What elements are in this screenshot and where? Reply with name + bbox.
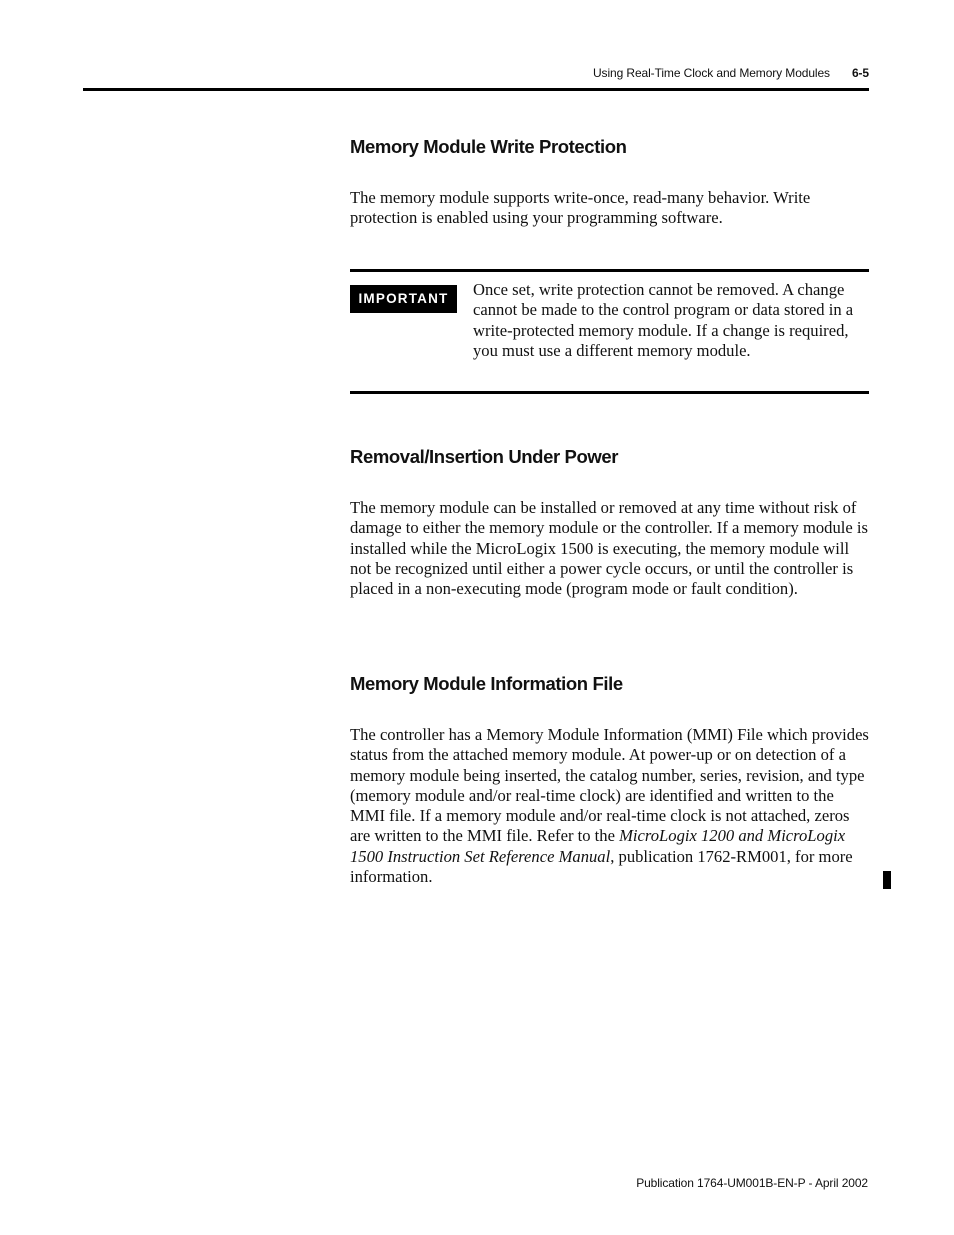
change-bar [883,871,891,889]
paragraph-text-start: The controller has a Memory Module Information (MMI) File which provides status from the attached memory module. At power-up or on detection of a memory module being inserted, the catalog number, series, revision, and type (memory module and/or real-time clock) are identified and written to the MMI file. If a memory module and/or real-time clock is not attached, zeros are written to the MMI file. Refer to the [350,725,869,846]
section-heading-information-file: Memory Module Information File [350,673,623,694]
section-paragraph-information-file [350,725,869,887]
section-heading-write-protection: Memory Module Write Protection [350,136,627,157]
publication-footer: Publication 1764-UM001B-EN-P - April 2002 [636,1176,868,1190]
running-header [593,66,869,80]
reference-manual-title: MicroLogix 1200 and MicroLogix 1500 Instruction Set Reference Manual [350,826,846,866]
chapter-title: Using Real-Time Clock and Memory Modules [592,66,830,80]
important-text: Once set, write protection cannot be removed. A change cannot be made to the control program or data stored in a write-protected memory module. If a change is required, you must use a different memory module. [473,280,854,360]
section-paragraph-write-protection: The memory module supports write-once, read-many behavior. Write protection is enabled using your programming software. [350,188,811,228]
section-paragraph-removal-insertion: The memory module can be installed or removed at any time without risk of damage to either the memory module or the controller. If a memory module is installed while the MicroLogix 1500 is executing, the memory module will not be recognized until either a power cycle occurs, or until the controller is placed in a non-executing mode (program mode or fault condition). [350,498,868,599]
important-callout [350,269,869,394]
paragraph-text-end: , publication 1762-RM001, for more information. [350,846,853,887]
page-number: 6-5 [851,66,869,80]
header-divider [83,88,869,91]
section-heading-removal-insertion: Removal/Insertion Under Power [350,446,619,467]
important-label: IMPORTANT [350,285,457,313]
